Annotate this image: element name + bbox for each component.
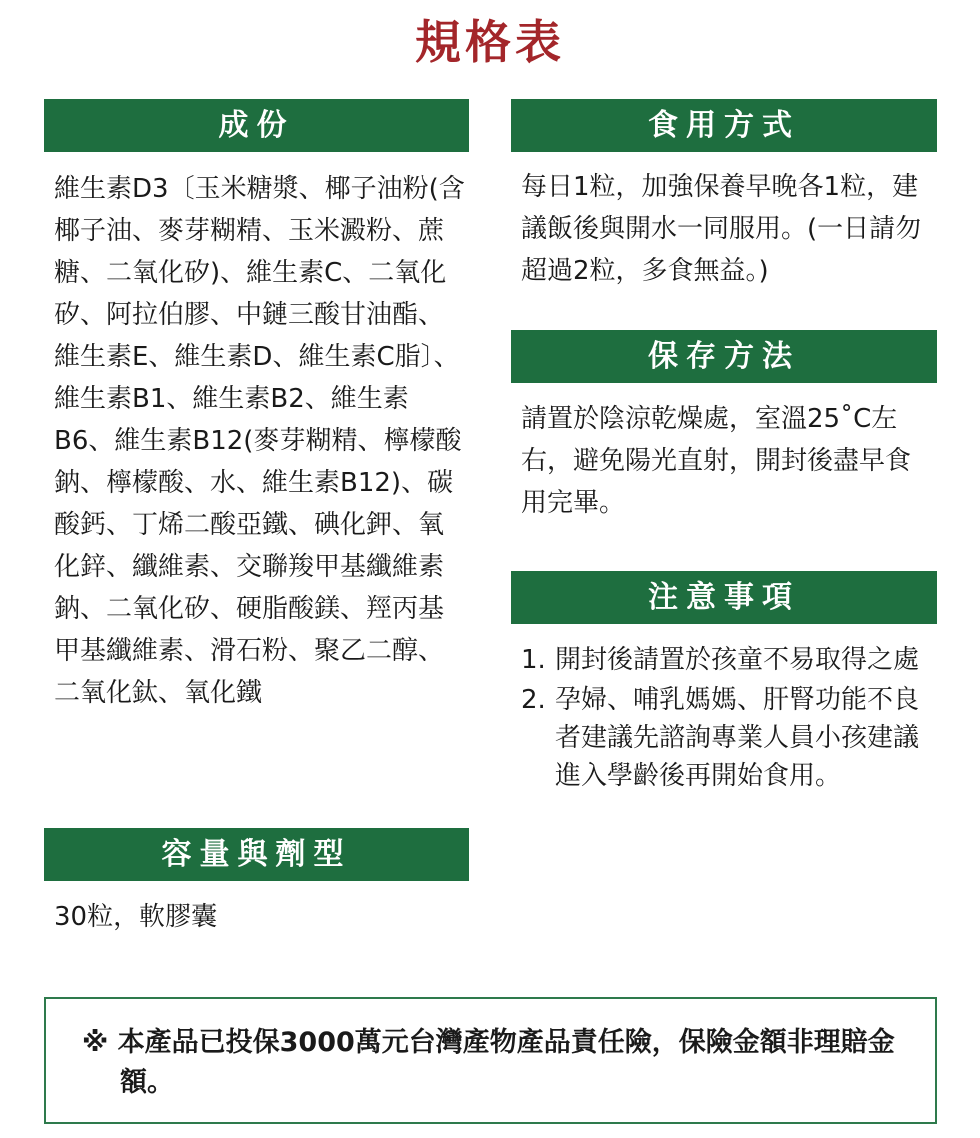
usage-text: 每日1粒，加強保養早晚各1粒，建議飯後與開水一同服用。(一日請勿超過2粒，多食無益。): [521, 172, 922, 286]
page-title: 規格表: [415, 15, 565, 69]
capacity-text: 30粒，軟膠囊: [54, 902, 218, 932]
list-item-text: 開封後請置於孩童不易取得之處: [555, 645, 920, 675]
insurance-notice-text: ※ 本產品已投保3000萬元台灣產物產品責任險，保險金額非理賠金額。: [82, 1027, 895, 1098]
storage-header: 保存方法: [511, 330, 937, 383]
list-item: [521, 681, 933, 795]
list-item-number: 2.: [521, 685, 546, 715]
notes-list: [521, 641, 933, 797]
notes-header: 注意事項: [511, 571, 937, 624]
usage-header: 食用方式: [511, 99, 937, 152]
list-item-number: 1.: [521, 645, 546, 675]
list-item-text: 孕婦、哺乳媽媽、肝腎功能不良者建議先諮詢專業人員小孩建議進入學齡後再開始食用。: [555, 685, 920, 791]
capacity-header: 容量與劑型: [44, 828, 469, 881]
ingredients-text: 維生素D3〔玉米糖漿、椰子油粉(含椰子油、麥芽糊精、玉米澱粉、蔗糖、二氧化矽)、維生素C、二氧化矽、阿拉伯膠、中鏈三酸甘油酯、維生素E、維生素D、維生素C脂〕、維生素B1、維生素B2、維生素B6、維生素B12(麥芽糊精、檸檬酸鈉、檸檬酸、水、維生素B12)、碳酸鈣、丁烯二酸亞鐵、碘化鉀、氧化鋅、纖維素、交聯羧甲基纖維素鈉、二氧化矽、硬脂酸鎂、羥丙基甲基纖維素、滑石粉、聚乙二醇、二氧化鈦、氧化鐵: [54, 174, 465, 708]
list-item: [521, 641, 933, 679]
ingredients-header: 成份: [44, 99, 469, 152]
insurance-notice-box: [44, 997, 937, 1124]
storage-text: 請置於陰涼乾燥處，室溫25˚C左右，避免陽光直射，開封後盡早食用完畢。: [521, 404, 912, 518]
